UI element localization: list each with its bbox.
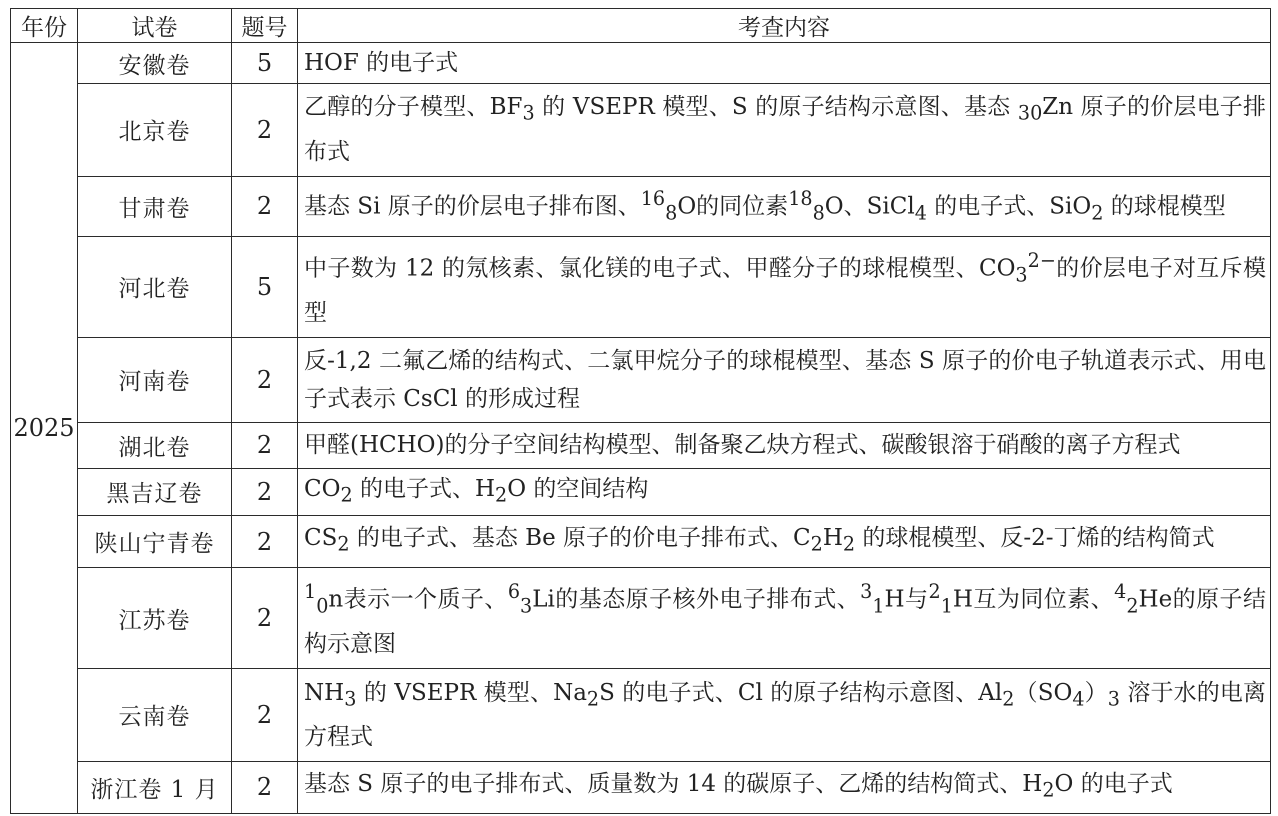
content-cell: $CS_2$ 的电子式、基态 Be 原子的价电子排布式、$C_2H_2$ 的球棍模型、反-2-丁烯的结构简式 [298, 516, 1271, 568]
content-cell: 甲醛(HCHO)的分子空间结构模型、制备聚乙炔方程式、碳酸银溶于硝酸的离子方程式 [298, 423, 1271, 468]
header-question-number: 题号 [232, 9, 298, 43]
content-cell: $^1_0$n表示一个质子、$^6_3$Li的基态原子核外电子排布式、$^3_1$H与$^2_1$H互为同位素、$^4_2$He的原子结构示意图 [298, 568, 1271, 669]
table-row [11, 423, 1271, 468]
exam-table [10, 8, 1271, 814]
table-row [11, 468, 1271, 516]
question-number-cell: 2 [232, 337, 298, 423]
content-cell: $NH_3$ 的 VSEPR 模型、$Na_2S$ 的电子式、Cl 的原子结构示意图、$Al_2(SO_4)_3$ 溶于水的电离方程式 [298, 669, 1271, 762]
question-number-cell: 2 [232, 468, 298, 516]
table-row [11, 176, 1271, 236]
question-number-cell: 2 [232, 516, 298, 568]
header-paper: 试卷 [78, 9, 232, 43]
table-row [11, 337, 1271, 423]
paper-cell: 安徽卷 [78, 43, 232, 84]
content-cell: 反-1,2 二氟乙烯的结构式、二氯甲烷分子的球棍模型、基态 S 原子的价电子轨道表示式、用电子式表示 CsCl 的形成过程 [298, 337, 1271, 423]
table-row [11, 84, 1271, 177]
header-row [11, 9, 1271, 43]
paper-cell: 云南卷 [78, 669, 232, 762]
question-number-cell: 2 [232, 568, 298, 669]
paper-cell: 河南卷 [78, 337, 232, 423]
question-number-cell: 5 [232, 236, 298, 337]
question-number-cell: 2 [232, 176, 298, 236]
table-row [11, 669, 1271, 762]
paper-cell: 浙江卷 1 月 [78, 761, 232, 813]
content-cell: 基态 Si 原子的价层电子排布图、$^{16}_8$O的同位素$^{18}_8$O、SiCl$_4$ 的电子式、SiO$_2$ 的球棍模型 [298, 176, 1271, 236]
table-row [11, 516, 1271, 568]
paper-cell: 黑吉辽卷 [78, 468, 232, 516]
table-body [11, 43, 1271, 814]
table-row [11, 236, 1271, 337]
table-row [11, 43, 1271, 84]
content-cell: HOF 的电子式 [298, 43, 1271, 84]
paper-cell: 甘肃卷 [78, 176, 232, 236]
paper-cell: 北京卷 [78, 84, 232, 177]
question-number-cell: 2 [232, 669, 298, 762]
year-cell: 2025 [11, 43, 78, 814]
content-cell: 中子数为 12 的氖核素、氯化镁的电子式、甲醛分子的球棍模型、$CO_3^{2-}$的价层电子对互斥模型 [298, 236, 1271, 337]
header-year: 年份 [11, 9, 78, 43]
content-cell: $CO_2$ 的电子式、$H_2O$ 的空间结构 [298, 468, 1271, 516]
question-number-cell: 2 [232, 423, 298, 468]
table-row [11, 568, 1271, 669]
question-number-cell: 2 [232, 761, 298, 813]
table-row [11, 761, 1271, 813]
paper-cell: 陕山宁青卷 [78, 516, 232, 568]
content-cell: 基态 S 原子的电子排布式、质量数为 14 的碳原子、乙烯的结构简式、$H_2O$ 的电子式 [298, 761, 1271, 813]
question-number-cell: 2 [232, 84, 298, 177]
question-number-cell: 5 [232, 43, 298, 84]
paper-cell: 湖北卷 [78, 423, 232, 468]
header-content: 考查内容 [298, 9, 1271, 43]
paper-cell: 河北卷 [78, 236, 232, 337]
paper-cell: 江苏卷 [78, 568, 232, 669]
content-cell: 乙醇的分子模型、$BF_3$ 的 VSEPR 模型、S 的原子结构示意图、基态 $_{30}$Zn 原子的价层电子排布式 [298, 84, 1271, 177]
